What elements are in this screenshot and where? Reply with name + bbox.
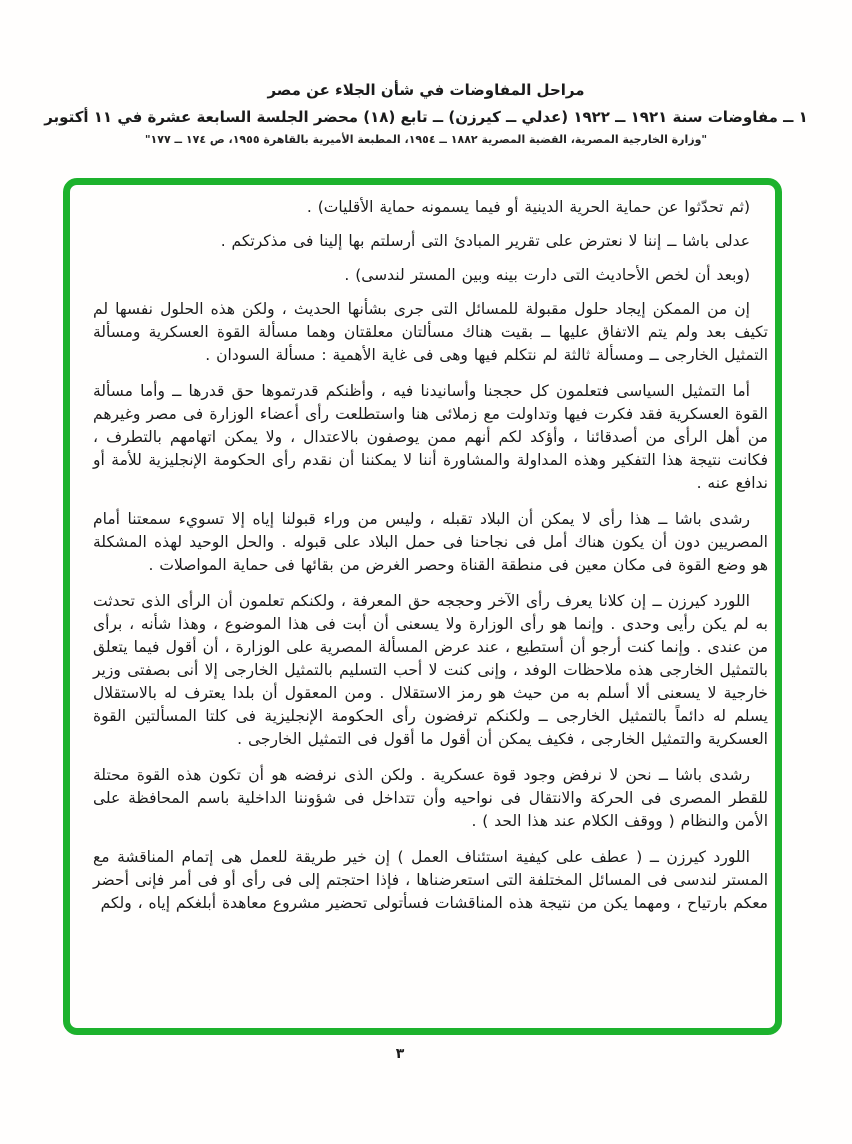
paragraph-lord-curzon-1: اللورد كيرزن ــ إن كلانا يعرف رأى الآخر وحججه حق المعرفة ، ولكنكم تعلمون أن الرأى الذى تحدثت به لم يكن رأيى وحدى . وإنما هو رأى الوزارة ولا يسعنى أن أبت فى هذا الموضوع ، وهذا شأنه ، برأى من عندى . وإنما كنت أرجو أن أستطيع ، عند عرض المسألة المصرية على الوزارة ، أن أقول فيما يتعلق بالتمثيل الخارجى هذه ملاحظات الوفد ، وإنى كنت لا أحب التسليم بالتمثيل الخارجى إلا أنى بصفتى وزير خارجية لا يسعنى ألا أسلم به من حيث هو رمز الاستقلال . ومن المعقول أن بلدا يعترف له بالاستقلال يسلم له دائماً بالتمثيل الخارجى ــ ولكنكم ترفضون رأى الحكومة الإنجليزية فى كلتا المسألتين القوة العسكرية والتمثيل الخارجى ، فكيف يمكن أن أقول ما أقول فى التمثيل الخارجى . (93, 592, 768, 748)
paragraph-rushdi-pasha-2: رشدى باشا ــ نحن لا نرفض وجود قوة عسكرية . ولكن الذى نرفضه هو أن تكون هذه القوة محتلة للقطر المصرى فى الحركة والانتقال فى نواحيه وأن تتداخل فى شؤوننا الداخلية باسم المحافظة على الأمن والنظام ( ووقف الكلام عند هذا الحد ) . (93, 766, 768, 830)
paragraph-adly-pasha-1: عدلى باشا ــ إننا لا نعترض على تقرير المبادئ التى أرسلتم بها إلينا فى مذكرتكم . (220, 232, 750, 250)
paragraph-rushdi-pasha-1: رشدى باشا ــ هذا رأى لا يمكن أن البلاد تقبله ، وليس من وراء قبولنا إياه إلا تسويء سمعتنا أمام المصريين دون أن يكون هناك أمل فى نجاحنا فى حمل البلاد على قبوله . والحل الوحيد لهذه المشكلة هو وضع القوة فى مكان معين فى منطقة القناة وحصر الغرض من بقائها فى حماية المواصلات . (93, 510, 768, 574)
document-title: مراحل المفاوضات في شأن الجلاء عن مصر (267, 81, 585, 99)
paragraph-lord-curzon-2: اللورد كيرزن ــ ( عطف على كيفية استئناف العمل ) إن خير طريقة للعمل هى إتمام المناقشة مع المستر لندسى فى المسائل المختلفة التى استعرضناها ، فإذا احتجتم إلى فى رأى أو فى أمر فإنى أحضر معكم بارتياح ، ومهما يكن من نتيجة هذه المناقشات فسأتولى تحضير مشروع معاهدة أبلغكم إياه ، ولكم (93, 848, 768, 912)
paragraph-political-representation: أما التمثيل السياسى فتعلمون كل حججنا وأسانيدنا فيه ، وأظنكم قدرتموها حق قدرها ــ وأما مسألة القوة العسكرية فقد فكرت فيها وتداولت مع زملائى هنا واستطلعت رأى أعضاء الوزارة فى مصر وغيرهم من أهل الرأى من أصدقائنا ، وأؤكد لكم أنهم ممن يوصفون بالاعتدال ، ولا يمكن اتهامهم بالتطرف ، فكانت نتيجة هذا التفكير وهذه المداولة والمشاورة أننا لا يمكننا أن نقدم رأى الحكومة الإنجليزية للأمة أو ندافع عنه . (93, 382, 768, 492)
document-body (63, 178, 782, 1035)
document-subtitle: ١ ــ مفاوضات سنة ١٩٢١ ــ ١٩٢٢ (عدلي ــ كيرزن) ــ تابع (١٨) محضر الجلسة السابعة عشرة في ١١ أكتوبر (44, 108, 808, 126)
page-number: ٣ (395, 1046, 405, 1062)
paragraph-parenthetical-2: (وبعد أن لخص الأحاديث التى دارت بينه وبين المستر لندسى) . (344, 266, 750, 284)
document-header (0, 80, 852, 147)
paragraph-possible-solutions: إن من الممكن إيجاد حلول مقبولة للمسائل التى جرى بشأنها الحديث ، ولكن هذه الحلول نفسها لم تكيف بعد ولم يتم الاتفاق عليها ــ بقيت هناك مسألتان معلقتان وهما مسألة القوة العسكرية ومسألة التمثيل الخارجى ــ ومسألة ثالثة لم نتكلم فيها وهى فى غاية الأهمية : مسألة السودان . (93, 300, 768, 364)
paragraph-parenthetical-1: (ثم تحدّثوا عن حماية الحرية الدينية أو فيما يسمونه حماية الأقليات) . (306, 198, 750, 216)
source-citation: "وزارة الخارجية المصرية، القضية المصرية ١٨٨٢ ــ ١٩٥٤، المطبعة الأميرية بالقاهرة ١٩٥٥، ص ١٧٤ ــ ١٧٧" (144, 133, 708, 146)
